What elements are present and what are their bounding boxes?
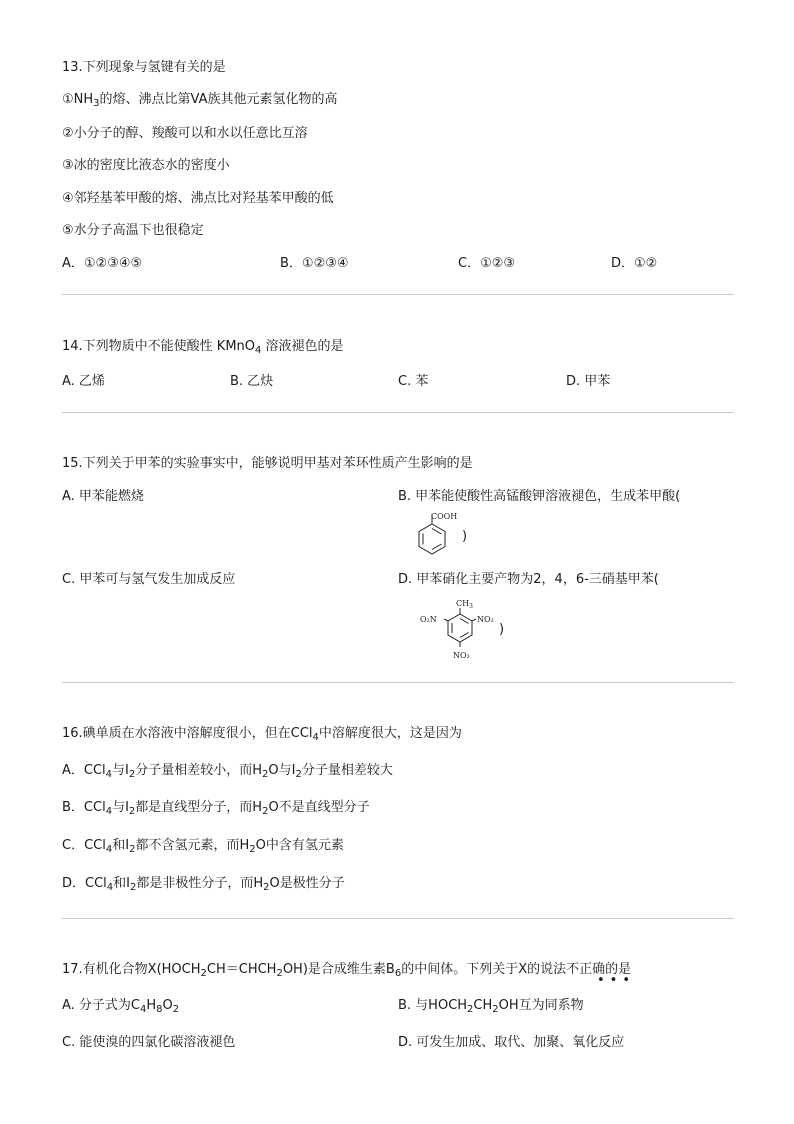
divider <box>62 682 734 683</box>
q14-option-d[interactable]: D. 甲苯 <box>566 374 611 389</box>
q14-option-b[interactable]: B. 乙炔 <box>230 374 274 389</box>
q15-option-a[interactable]: A. 甲苯能燃烧 <box>62 489 144 504</box>
q13-option-b[interactable]: B．①②③④ <box>280 256 349 271</box>
q13-item-2: ②小分子的醇、羧酸可以和水以任意比互溶 <box>62 126 308 141</box>
q13-item-5: ⑤水分子高温下也很稳定 <box>62 223 204 238</box>
paren-close: ) <box>499 622 505 637</box>
q14-option-a[interactable]: A. 乙烯 <box>62 374 105 389</box>
q16-option-b[interactable]: B．CCl$_4$与$I_2$都是直线型分子，而$H_2O$不是直线型分子 <box>62 800 370 817</box>
emphasis-dots: ••• <box>597 973 636 988</box>
q17-option-c[interactable]: C. 能使溴的四氯化碳溶液褪色 <box>62 1035 236 1050</box>
divider <box>62 412 734 413</box>
divider <box>62 294 734 295</box>
q17-option-a[interactable]: A. 分子式为$C_4H_8O_2$ <box>62 998 180 1015</box>
q14-stem: 14.下列物质中不能使酸性 KMnO$_4$ 溶液褪色的是 <box>62 339 344 356</box>
q13-option-a[interactable]: A．①②③④⑤ <box>62 256 143 271</box>
q13-option-d[interactable]: D．①② <box>611 256 658 271</box>
q13-item-1: $①NH_3$的熔、沸点比第VA族其他元素氢化物的高 <box>62 92 338 109</box>
q15-option-c[interactable]: C. 甲苯可与氢气发生加成反应 <box>62 572 236 587</box>
no2-bottom-label: NO₂ <box>453 651 470 660</box>
q16-option-c[interactable]: C．CCl$_4$和$I_2$都不含氢元素，而$H_2O$中含有氢元素 <box>62 838 344 855</box>
q13-option-c[interactable]: C．①②③ <box>458 256 516 271</box>
no2-left-label: O₂N <box>420 615 437 624</box>
q15-stem: 15.下列关于甲苯的实验事实中，能够说明甲基对苯环性质产生影响的是 <box>62 456 473 471</box>
q16-option-a[interactable]: A．CCl$_4$与$I_2$分子量相差较小，而$H_2O$与$I_2$分子量相差较大 <box>62 763 393 780</box>
q16-stem: 16.碘单质在水溶液中溶解度很小，但在CCl$_4$中溶解度很大，这是因为 <box>62 726 462 743</box>
q15-option-b[interactable]: B. 甲苯能使酸性高锰酸钾溶液褪色，生成苯甲酸( <box>398 489 681 504</box>
q13-item-3: ③冰的密度比液态水的密度小 <box>62 158 230 173</box>
q17-option-b[interactable]: B. 与$HOCH_2CH_2OH$互为同系物 <box>398 998 584 1015</box>
paren-close: ) <box>462 529 468 544</box>
ch3-label: $CH_3$ <box>456 599 473 610</box>
q15-option-d[interactable]: D. 甲苯硝化主要产物为2，4，6-三硝基甲苯( <box>398 572 659 587</box>
q17-option-d[interactable]: D. 可发生加成、取代、加聚、氧化反应 <box>398 1035 625 1050</box>
q14-option-c[interactable]: C. 苯 <box>398 374 429 389</box>
q13-item-4: ④邻羟基苯甲酸的熔、沸点比对羟基苯甲酸的低 <box>62 191 334 206</box>
q13-stem: 13.下列现象与氢键有关的是 <box>62 60 226 75</box>
q16-option-d[interactable]: D．CCl$_4$和$I_2$都是非极性分子，而$H_2O$是极性分子 <box>62 876 345 893</box>
divider <box>62 918 734 919</box>
no2-right-label: NO₂ <box>477 615 494 624</box>
q17-stem: 17.有机化合物$X(HOCH_2CH=CHCH_2OH)$是合成维生素$B_6$的中间体。下列关于X的说法不正确的是 <box>62 962 632 979</box>
cooh-label: COOH <box>431 512 458 521</box>
tnt-structure <box>416 596 508 666</box>
